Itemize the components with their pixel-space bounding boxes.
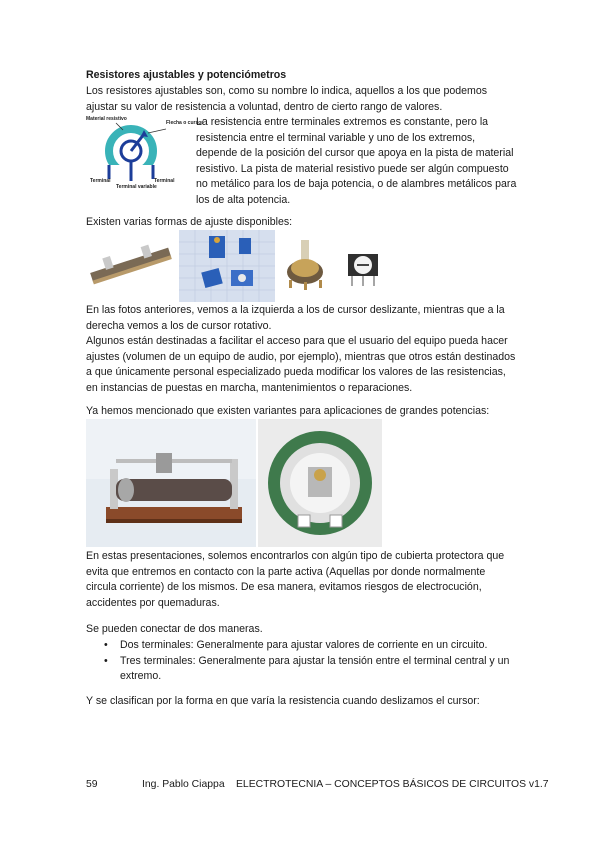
label-terminal-variable: Terminal variable [116, 184, 157, 190]
list-item [86, 654, 518, 685]
footer-title: ELECTROTECNIA – CONCEPTOS BÁSICOS DE CIRCUITOS v1.7 [236, 779, 549, 790]
bullet-icon: • [104, 654, 108, 667]
intro-paragraph: Los resistores ajustables son, como su nombre lo indica, aquellos a los que podemos ajustar su valor de resistencia a voluntad, dentro de cierto rango de valores. [86, 85, 488, 113]
list-item [86, 638, 518, 654]
bullet-text: Tres terminales: Generalmente para ajustar la tensión entre el terminal central y un extremo. [120, 654, 510, 682]
access-paragraph: Algunos están destinadas a facilitar el acceso para que el usuario del equipo pueda hacer ajustes (volumen de un equipo de audio, por ejemplo), mientras que otros están destinados a que únicamente personal especializado pueda modificar los valores de las resistencias, en instancias de puestas en marcha, mantenimientos o reparaciones. [86, 335, 516, 394]
label-terminal-left: Terminal [90, 178, 111, 184]
bullet-icon: • [104, 639, 108, 651]
photos-paragraph: En las fotos anteriores, vemos a la izquierda a los de cursor deslizante, mientras que a la derecha vemos a los de cursor rotativo. [86, 304, 505, 332]
section-heading: Resistores ajustables y potenciómetros [86, 69, 287, 81]
connection-list [86, 638, 518, 685]
bullet-text: Dos terminales: Generalmente para ajustar valores de corriente en un circuito. [120, 639, 488, 651]
power-intro: Ya hemos mencionado que existen variantes para aplicaciones de grandes potencias: [86, 405, 490, 417]
rheostat-photo [86, 419, 256, 547]
label-material: Material resistivo [86, 116, 127, 122]
label-cursor: Flecha o cursor [166, 120, 204, 126]
diagram-description: La resistencia entre terminales extremos es constante, pero la resistencia entre el terminal variable y uno de los extremos, depende de la posición del cursor que apoya en la pista de material resistivo. La pista de material resistivo puede ser algún compuesto no metálico para los de baja potencia, o de alambres metálicos para los de alta potencia. [196, 116, 517, 206]
footer-author: Ing. Pablo Ciappa [142, 779, 225, 790]
rotary-potentiometer-photo [279, 238, 335, 290]
toroidal-rheostat-photo [258, 419, 382, 547]
page-number: 59 [86, 779, 98, 790]
trimmer-photo [179, 230, 275, 302]
potentiometer-diagram [86, 115, 204, 195]
label-terminal-right: Terminal [154, 178, 175, 184]
trimpot-photo [340, 244, 386, 288]
forms-intro: Existen varias formas de ajuste disponibles: [86, 216, 293, 228]
cover-paragraph: En estas presentaciones, solemos encontrarlos con algún tipo de cubierta protectora que evita que entremos en contacto con la parte activa (Aquellas por donde normalmente circula corriente) de los mismos. De esa manera, evitamos riesgos de electrocución, accidentes por quemaduras. [86, 550, 505, 609]
classify-paragraph: Y se clasifican por la forma en que varía la resistencia cuando deslizamos el cursor: [86, 695, 480, 707]
connect-intro: Se pueden conectar de dos maneras. [86, 623, 263, 635]
slide-potentiometer-photo [86, 238, 176, 293]
